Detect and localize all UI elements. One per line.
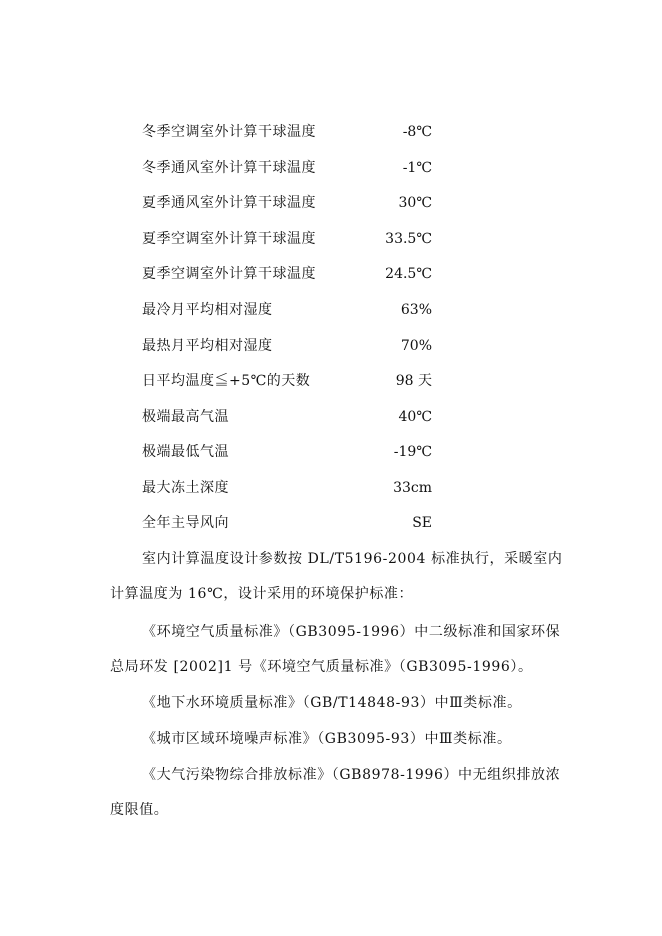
param-value: -1℃ bbox=[402, 160, 432, 176]
param-row bbox=[0, 405, 662, 429]
param-row bbox=[0, 156, 662, 180]
param-row bbox=[0, 262, 662, 286]
paragraph-line: 总局环发 [2002]1 号《环境空气质量标准》（GB3095-1996）。 bbox=[110, 659, 533, 675]
param-label: 日平均温度≦+5℃的天数 bbox=[142, 373, 311, 389]
param-value: -19℃ bbox=[393, 444, 432, 460]
param-row bbox=[0, 369, 662, 393]
param-label: 夏季空调室外计算干球温度 bbox=[142, 231, 316, 247]
paragraph-line bbox=[110, 758, 562, 793]
paragraph-text: 室内计算温度设计参数按 DL/T5196-2004 标准执行，采暖室内 bbox=[142, 551, 563, 567]
param-label: 最大冻土深度 bbox=[142, 480, 229, 496]
paragraph-line: 计算温度为 16℃，设计采用的环境保护标准： bbox=[110, 586, 414, 602]
paragraph-groundwater bbox=[110, 686, 562, 721]
param-row bbox=[0, 191, 662, 215]
param-label: 冬季空调室外计算干球温度 bbox=[142, 124, 316, 140]
param-value: 33.5℃ bbox=[385, 231, 432, 247]
param-row bbox=[0, 227, 662, 251]
paragraph-air-quality bbox=[110, 615, 562, 685]
param-value: 33cm bbox=[393, 480, 432, 496]
param-label: 极端最低气温 bbox=[142, 444, 229, 460]
param-label: 全年主导风向 bbox=[142, 515, 229, 531]
param-row bbox=[0, 334, 662, 358]
paragraph-line bbox=[110, 615, 562, 650]
paragraph-noise bbox=[110, 722, 562, 757]
paragraph-line bbox=[110, 722, 562, 757]
paragraph-text: 《大气污染物综合排放标准》（GB8978-1996）中无组织排放浓 bbox=[142, 767, 561, 783]
param-label: 最冷月平均相对湿度 bbox=[142, 302, 273, 318]
param-value: 40℃ bbox=[398, 409, 432, 425]
param-value: SE bbox=[412, 515, 432, 531]
paragraph-line: 度限值。 bbox=[110, 802, 169, 818]
param-label: 极端最高气温 bbox=[142, 409, 229, 425]
param-value: 63% bbox=[400, 302, 432, 318]
param-row bbox=[0, 440, 662, 464]
paragraph-text: 《城市区域环境噪声标准》（GB3095-93）中Ⅲ类标准。 bbox=[142, 731, 512, 747]
param-row bbox=[0, 476, 662, 500]
param-row bbox=[0, 511, 662, 535]
paragraph-line bbox=[110, 542, 562, 577]
paragraph-text: 《地下水环境质量标准》（GB/T14848-93）中Ⅲ类标准。 bbox=[142, 695, 522, 711]
paragraph-emission bbox=[110, 758, 562, 828]
param-value: 70% bbox=[400, 338, 432, 354]
param-label: 最热月平均相对湿度 bbox=[142, 338, 273, 354]
param-value: 98 天 bbox=[395, 373, 432, 389]
paragraph-indoor-design bbox=[110, 542, 562, 612]
param-label: 夏季空调室外计算干球温度 bbox=[142, 266, 316, 282]
paragraph-text: 《环境空气质量标准》（GB3095-1996）中二级标准和国家环保 bbox=[142, 624, 561, 640]
param-row bbox=[0, 298, 662, 322]
param-label: 夏季通风室外计算干球温度 bbox=[142, 195, 316, 211]
paragraph-line bbox=[110, 686, 562, 721]
param-label: 冬季通风室外计算干球温度 bbox=[142, 160, 316, 176]
param-row bbox=[0, 120, 662, 144]
param-value: 30℃ bbox=[398, 195, 432, 211]
param-value: -8℃ bbox=[402, 124, 432, 140]
param-value: 24.5℃ bbox=[385, 266, 432, 282]
